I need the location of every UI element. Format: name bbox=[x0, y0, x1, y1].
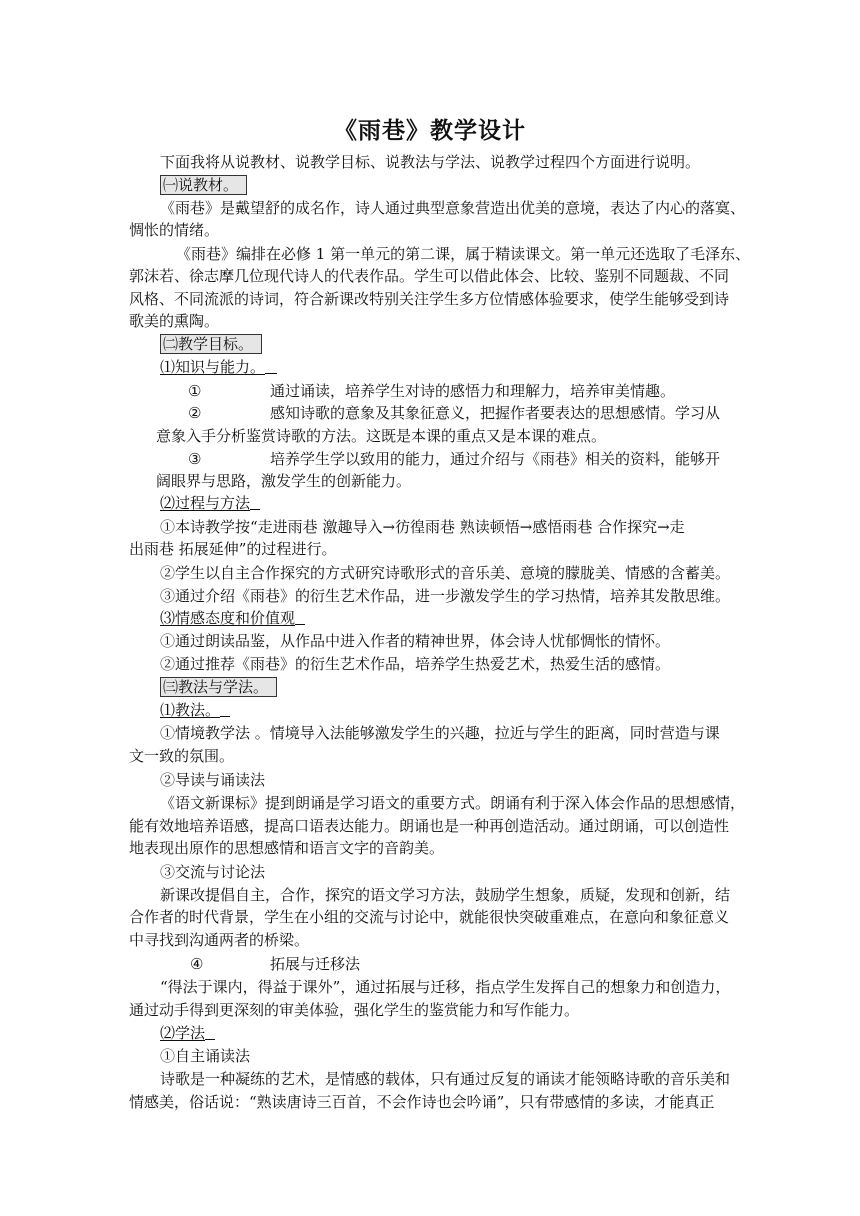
method-heading: ①自主诵读法 bbox=[160, 1047, 251, 1065]
paragraph-line: 《雨巷》编排在必修 1 第一单元的第二课，属于精读课文。第一单元还选取了毛泽东、 bbox=[176, 245, 751, 263]
intro-paragraph: 下面我将从说教材、说教学目标、说教法与学法、说教学过程四个方面进行说明。 bbox=[160, 153, 701, 171]
list-number: ③ bbox=[188, 450, 202, 468]
paragraph-line: 歌美的熏陶。 bbox=[129, 312, 220, 330]
paragraph-line: 情感美，俗话说：“熟读唐诗三百首，不会作诗也会吟诵”，只有带感情的多读，才能真正 bbox=[129, 1093, 715, 1111]
list-item-text: 通过诵读，培养学生对诗的感悟力和理解力，培养审美情趣。 bbox=[270, 382, 676, 400]
paragraph-line: 通过动手得到更深刻的审美体验，强化学生的鉴赏能力和写作能力。 bbox=[129, 1001, 580, 1019]
subheading-learning: ⑵学法 bbox=[160, 1022, 215, 1044]
document-title: 《雨巷》教学设计 bbox=[334, 117, 526, 144]
paragraph-line: 合作者的时代背景，学生在小组的交流与讨论中，就能很快突破重难点，在意向和象征意义 bbox=[129, 908, 730, 926]
section-heading-methods: ㈢教法与学法。 bbox=[160, 676, 277, 698]
list-item-text: 感知诗歌的意象及其象征意义，把握作者要表达的思想感情。学习从 bbox=[270, 404, 721, 422]
method-heading: ③交流与讨论法 bbox=[160, 863, 266, 881]
paragraph-line: 《语文新课标》提到朗诵是学习语文的重要方式。朗诵有利于深入体会作品的思想感情， bbox=[160, 794, 746, 812]
subheading-teaching: ⑴教法。 bbox=[160, 699, 230, 721]
paragraph-line: 新课改提倡自主，合作，探究的语文学习方法，鼓励学生想象，质疑，发现和创新，结 bbox=[160, 886, 731, 904]
paragraph-line: 文一致的氛围。 bbox=[129, 747, 235, 765]
paragraph-line: ①本诗教学按“走进雨巷 激趣导入→彷徨雨巷 熟读顿悟→感悟雨巷 合作探究→走 bbox=[160, 518, 685, 536]
paragraph-line: 地表现出原作的思想感情和语言文字的音韵美。 bbox=[129, 839, 445, 857]
paragraph-line: 惆怅的情绪。 bbox=[129, 221, 220, 239]
list-number: ④ bbox=[190, 955, 204, 973]
section-heading-goals: ㈡教学目标。 bbox=[160, 333, 262, 355]
subheading-process: ⑵过程与方法 bbox=[160, 492, 260, 514]
list-item-text: 意象入手分析鉴赏诗歌的方法。这既是本课的重点又是本课的难点。 bbox=[156, 427, 607, 445]
paragraph-line: ②通过推荐《雨巷》的衍生艺术作品，培养学生热爱艺术，热爱生活的感情。 bbox=[160, 655, 671, 673]
paragraph-line: 诗歌是一种凝练的艺术，是情感的载体，只有通过反复的诵读才能领略诗歌的音乐美和 bbox=[160, 1070, 731, 1088]
subheading-knowledge: ⑴知识与能力。 bbox=[160, 356, 277, 378]
list-number: ② bbox=[188, 404, 202, 422]
list-number: ① bbox=[188, 382, 202, 400]
paragraph-line: 能有效地培养语感，提高口语表达能力。朗诵也是一种再创造活动。通过朗诵，可以创造性 bbox=[129, 817, 730, 835]
subheading-emotion: ⑶情感态度和价值观 bbox=[160, 607, 305, 629]
method-heading: 拓展与迁移法 bbox=[270, 955, 361, 973]
paragraph-line: ③通过介绍《雨巷》的衍生艺术作品，进一步激发学生的学习热情，培养其发散思维。 bbox=[160, 587, 731, 605]
section-heading-material: ㈠说教材。 bbox=[160, 174, 247, 196]
paragraph-line: ②学生以自主合作探究的方式研究诗歌形式的音乐美、意境的朦胧美、情感的含蓄美。 bbox=[160, 564, 731, 582]
list-item-text: 培养学生学以致用的能力，通过介绍与《雨巷》相关的资料，能够开 bbox=[270, 450, 721, 468]
paragraph-line: 风格、不同流派的诗词，符合新课改特别关注学生多方位情感体验要求，使学生能够受到诗 bbox=[129, 290, 730, 308]
paragraph-line: 《雨巷》是戴望舒的成名作，诗人通过典型意象营造出优美的意境，表达了内心的落寞、 bbox=[160, 199, 746, 217]
paragraph-line: “得法于课内，得益于课外”，通过拓展与迁移，指点学生发挥自己的想象力和创造力， bbox=[160, 978, 731, 996]
paragraph-line: ①情境教学法 。情境导入法能够激发学生的兴趣，拉近与学生的距离，同时营造与课 bbox=[160, 724, 720, 742]
paragraph-line: ①通过朗读品鉴，从作品中进入作者的精神世界，体会诗人忧郁惆怅的情怀。 bbox=[160, 632, 671, 650]
paragraph-line: 出雨巷 拓展延伸”的过程进行。 bbox=[129, 540, 337, 558]
paragraph-line: 中寻找到沟通两者的桥梁。 bbox=[129, 931, 310, 949]
method-heading: ②导读与诵读法 bbox=[160, 771, 266, 789]
paragraph-line: 郭沫若、徐志摩几位现代诗人的代表作品。学生可以借此体会、比较、鉴别不同题裁、不同 bbox=[129, 267, 730, 285]
list-item-text: 阔眼界与思路，激发学生的创新能力。 bbox=[156, 472, 412, 490]
